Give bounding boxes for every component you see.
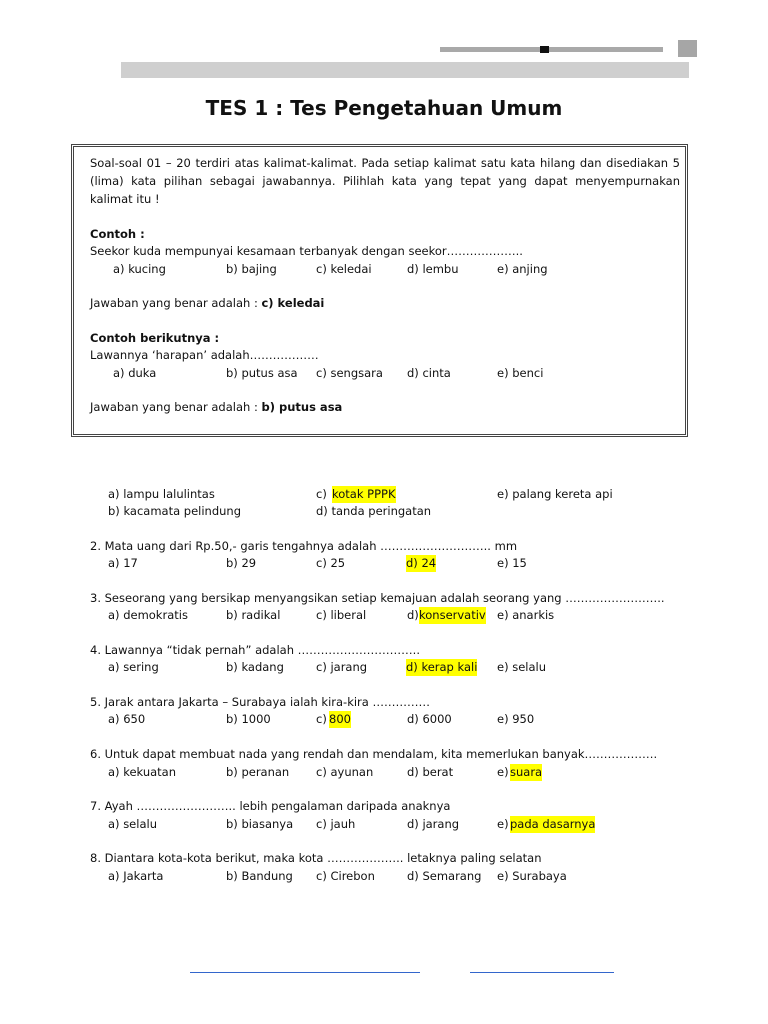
example1-answer-prefix: Jawaban yang benar adalah : — [90, 296, 258, 310]
q1-option-c: kotak PPPK — [332, 487, 396, 501]
q1-option-d: d) tanda peringatan — [316, 504, 432, 518]
q1-option-a: a) lampu lalulintas — [108, 487, 215, 501]
q6-option-a: a) kekuatan — [108, 765, 177, 779]
q1-option-e: e) palang kereta api — [497, 487, 613, 501]
q2-question: 2. Mata uang dari Rp.50,- garis tengahnya adalah ……………………….. mm — [90, 539, 518, 553]
instructions-text: Soal-soal 01 – 20 terdiri atas kalimat-kalimat. Pada setiap kalimat satu kata hilang dan disediakan 5 (lima) kata pilihan sebagai jawabannya. Pilihlah kata yang tepat yang dapat menyempurnakan kalimat itu ! — [90, 156, 680, 206]
q5-option-d: d) 6000 — [407, 712, 452, 726]
q6-option-d: d) berat — [407, 765, 454, 779]
q5-option-b: b) 1000 — [226, 712, 271, 726]
q7-option-b: b) biasanya — [226, 817, 294, 831]
q7-option-c: c) jauh — [316, 817, 356, 831]
example1-option-e: e) anjing — [497, 262, 548, 276]
q3-option-c: c) liberal — [316, 608, 367, 622]
example2-answer-line — [90, 399, 342, 416]
example1-option-a: a) kucing — [113, 262, 166, 276]
page-title: TES 1 : Tes Pengetahuan Umum — [205, 96, 563, 120]
q5-option-e: e) 950 — [497, 712, 535, 726]
footer-link-left[interactable] — [190, 972, 420, 973]
q4-option-d: d) kerap kali — [406, 660, 478, 674]
example2-answer-prefix: Jawaban yang benar adalah : — [90, 400, 258, 414]
example1-heading: Contoh : — [90, 227, 145, 241]
q2-option-e: e) 15 — [497, 556, 527, 570]
header-decoration-square — [678, 40, 697, 57]
q6-option-e-letter: e) — [497, 765, 509, 779]
q4-option-b: b) kadang — [226, 660, 284, 674]
example1-answer: c) keledai — [261, 296, 325, 310]
q8-option-e: e) Surabaya — [497, 869, 567, 883]
q5-question: 5. Jarak antara Jakarta – Surabaya ialah kira-kira …………… — [90, 695, 430, 709]
q5-option-c: 800 — [329, 712, 351, 726]
q5-option-a: a) 650 — [108, 712, 146, 726]
header-bar — [121, 62, 689, 78]
q8-option-c: c) Cirebon — [316, 869, 375, 883]
q5-option-c-letter: c) — [316, 712, 327, 726]
q7-question: 7. Ayah …………………….. lebih pengalaman daripada anaknya — [90, 799, 451, 813]
q7-option-a: a) selalu — [108, 817, 157, 831]
q7-option-d: d) jarang — [407, 817, 460, 831]
q6-option-b: b) peranan — [226, 765, 290, 779]
example1-option-c: c) keledai — [316, 262, 372, 276]
q7-option-e: pada dasarnya — [510, 817, 596, 831]
q1-option-c-letter: c) — [316, 487, 327, 501]
q4-option-e: e) selalu — [497, 660, 547, 674]
example2-option-c: c) sengsara — [316, 366, 383, 380]
q2-option-c: c) 25 — [316, 556, 346, 570]
q3-option-b: b) radikal — [226, 608, 281, 622]
q6-option-c: c) ayunan — [316, 765, 374, 779]
q3-option-d-letter: d) — [407, 608, 419, 622]
q2-option-d: d) 24 — [406, 556, 437, 570]
q8-option-d: d) Semarang — [407, 869, 482, 883]
q3-option-a: a) demokratis — [108, 608, 188, 622]
footer-link-right[interactable] — [470, 972, 614, 973]
q8-option-b: b) Bandung — [226, 869, 293, 883]
q2-option-a: a) 17 — [108, 556, 138, 570]
header-decoration-line — [440, 47, 663, 52]
q8-option-a: a) Jakarta — [108, 869, 164, 883]
q2-option-b: b) 29 — [226, 556, 257, 570]
example1-answer-line — [90, 295, 324, 312]
q8-question: 8. Diantara kota-kota berikut, maka kota ……………….. letaknya paling selatan — [90, 851, 542, 865]
example1-option-d: d) lembu — [407, 262, 459, 276]
example2-option-d: d) cinta — [407, 366, 451, 380]
example2-answer: b) putus asa — [261, 400, 343, 414]
q3-option-e: e) anarkis — [497, 608, 555, 622]
example2-option-a: a) duka — [113, 366, 157, 380]
q4-option-c: c) jarang — [316, 660, 368, 674]
q7-option-e-letter: e) — [497, 817, 509, 831]
q3-question: 3. Seseorang yang bersikap menyangsikan setiap kemajuan adalah seorang yang …………………….. — [90, 591, 665, 605]
example2-heading: Contoh berikutnya : — [90, 331, 220, 345]
example2-option-e: e) benci — [497, 366, 544, 380]
example1-option-b: b) bajing — [226, 262, 277, 276]
q6-question: 6. Untuk dapat membuat nada yang rendah dan mendalam, kita memerlukan banyak………………. — [90, 747, 658, 761]
q3-option-d: konservativ — [419, 608, 486, 622]
q4-option-a: a) sering — [108, 660, 159, 674]
header-decoration-marker — [540, 46, 549, 53]
example2-option-b: b) putus asa — [226, 366, 298, 380]
example1-question: Seekor kuda mempunyai kesamaan terbanyak dengan seekor……………….. — [90, 244, 523, 258]
q1-option-b: b) kacamata pelindung — [108, 504, 242, 518]
example2-question: Lawannya ‘harapan’ adalah……………… — [90, 348, 319, 362]
q6-option-e: suara — [510, 765, 543, 779]
q4-question: 4. Lawannya “tidak pernah” adalah ………………………….. — [90, 643, 420, 657]
